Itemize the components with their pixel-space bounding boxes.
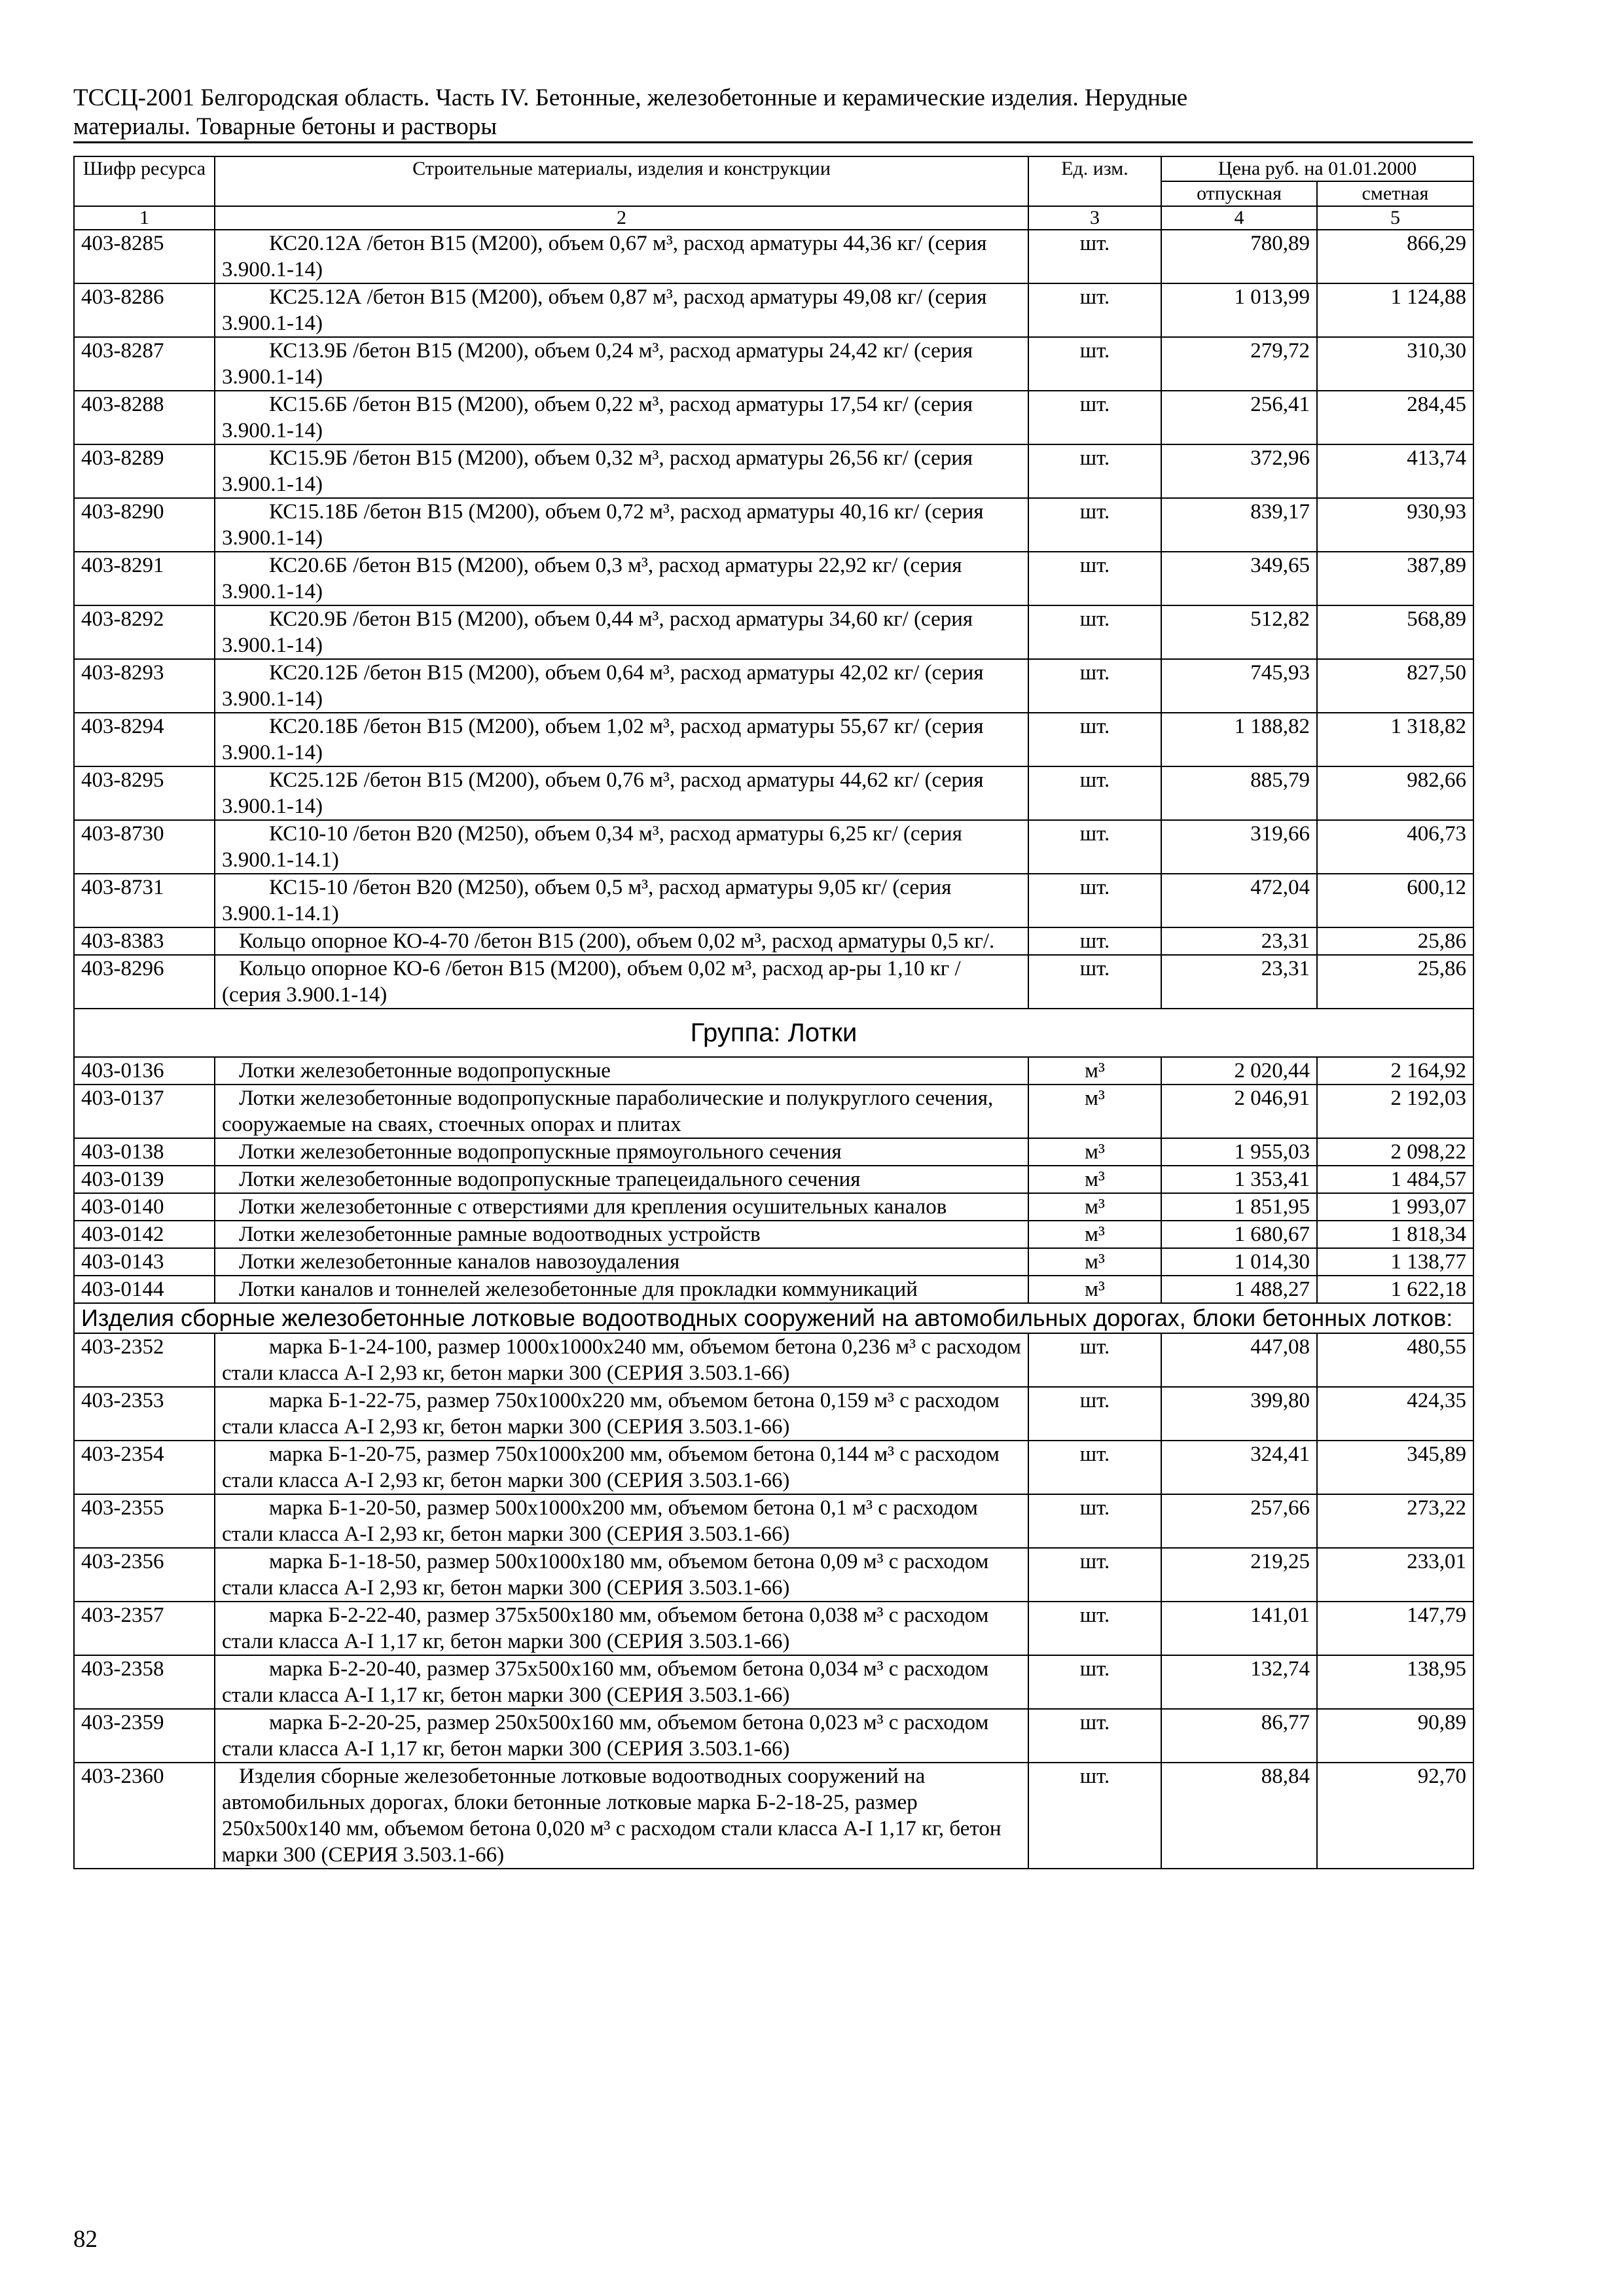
estimate-price: 147,79 bbox=[1317, 1602, 1473, 1655]
table-row bbox=[74, 820, 1473, 874]
table-row bbox=[74, 1441, 1473, 1494]
release-price: 885,79 bbox=[1161, 766, 1317, 820]
unit-of-measure: шт. bbox=[1028, 337, 1161, 391]
resource-code: 403-8296 bbox=[74, 955, 215, 1009]
release-price: 279,72 bbox=[1161, 337, 1317, 391]
item-description: Лотки железобетонные рамные водоотводных устройств bbox=[215, 1221, 1028, 1248]
group-section bbox=[74, 1009, 1473, 1057]
resource-code: 403-0140 bbox=[74, 1193, 215, 1221]
unit-of-measure: шт. bbox=[1028, 498, 1161, 552]
table-row bbox=[74, 283, 1473, 337]
release-price: 1 488,27 bbox=[1161, 1276, 1317, 1303]
column-number-row bbox=[74, 206, 1473, 230]
col-header-name: Строительные материалы, изделия и конструкции bbox=[215, 156, 1028, 206]
table-row bbox=[74, 1602, 1473, 1655]
estimate-price: 2 164,92 bbox=[1317, 1057, 1473, 1085]
release-price: 219,25 bbox=[1161, 1548, 1317, 1602]
resource-code: 403-2360 bbox=[74, 1763, 215, 1869]
estimate-price: 982,66 bbox=[1317, 766, 1473, 820]
item-description: марка Б-2-20-40, размер 375х500х160 мм, объемом бетона 0,034 м³ с расходом стали класса А-I 1,17 кг, бетон марки 300 (СЕРИЯ 3.503.1-66) bbox=[215, 1655, 1028, 1709]
unit-of-measure: шт. bbox=[1028, 283, 1161, 337]
resource-code: 403-8295 bbox=[74, 766, 215, 820]
item-description: марка Б-1-22-75, размер 750х1000х220 мм, объемом бетона 0,159 м³ с расходом стали класса А-I 2,93 кг, бетон марки 300 (СЕРИЯ 3.503.1-66) bbox=[215, 1387, 1028, 1441]
table-row bbox=[74, 1655, 1473, 1709]
resource-code: 403-0143 bbox=[74, 1248, 215, 1276]
release-price: 23,31 bbox=[1161, 955, 1317, 1009]
release-price: 745,93 bbox=[1161, 659, 1317, 713]
unit-of-measure: шт. bbox=[1028, 955, 1161, 1009]
release-price: 1 353,41 bbox=[1161, 1166, 1317, 1193]
column-number: 2 bbox=[215, 206, 1028, 230]
release-price: 141,01 bbox=[1161, 1602, 1317, 1655]
unit-of-measure: шт. bbox=[1028, 1655, 1161, 1709]
unit-of-measure: шт. bbox=[1028, 1333, 1161, 1387]
estimate-price: 387,89 bbox=[1317, 552, 1473, 605]
table-row bbox=[74, 874, 1473, 927]
resource-code: 403-8292 bbox=[74, 605, 215, 659]
release-price: 1 955,03 bbox=[1161, 1138, 1317, 1166]
table-row bbox=[74, 1276, 1473, 1303]
estimate-price: 2 192,03 bbox=[1317, 1085, 1473, 1138]
estimate-price: 92,70 bbox=[1317, 1763, 1473, 1869]
unit-of-measure: шт. bbox=[1028, 766, 1161, 820]
item-description: марка Б-2-20-25, размер 250х500х160 мм, объемом бетона 0,023 м³ с расходом стали класса А-I 1,17 кг, бетон марки 300 (СЕРИЯ 3.503.1-66) bbox=[215, 1709, 1028, 1763]
item-description: марка Б-1-24-100, размер 1000х1000х240 мм, объемом бетона 0,236 м³ с расходом стали класса А-I 2,93 кг, бетон марки 300 (СЕРИЯ 3.503.1-66) bbox=[215, 1333, 1028, 1387]
estimate-price: 1 993,07 bbox=[1317, 1193, 1473, 1221]
item-description: Кольцо опорное КО-4-70 /бетон В15 (200), объем 0,02 м³, расход арматуры 0,5 кг/. bbox=[215, 927, 1028, 955]
unit-of-measure: шт. bbox=[1028, 1441, 1161, 1494]
estimate-price: 406,73 bbox=[1317, 820, 1473, 874]
release-price: 256,41 bbox=[1161, 391, 1317, 444]
estimate-price: 413,74 bbox=[1317, 444, 1473, 498]
release-price: 2 046,91 bbox=[1161, 1085, 1317, 1138]
estimate-price: 310,30 bbox=[1317, 337, 1473, 391]
release-price: 839,17 bbox=[1161, 498, 1317, 552]
unit-of-measure: шт. bbox=[1028, 713, 1161, 766]
resource-code: 403-2352 bbox=[74, 1333, 215, 1387]
trays-section bbox=[74, 1057, 1473, 1303]
table-row bbox=[74, 1333, 1473, 1387]
release-price: 132,74 bbox=[1161, 1655, 1317, 1709]
estimate-price: 1 318,82 bbox=[1317, 713, 1473, 766]
col-header-price: Цена руб. на 01.01.2000 bbox=[1161, 156, 1473, 181]
table-row bbox=[74, 1548, 1473, 1602]
table-row bbox=[74, 927, 1473, 955]
column-number: 1 bbox=[74, 206, 215, 230]
resource-code: 403-8288 bbox=[74, 391, 215, 444]
unit-of-measure: м³ bbox=[1028, 1166, 1161, 1193]
resource-code: 403-0137 bbox=[74, 1085, 215, 1138]
release-price: 349,65 bbox=[1161, 552, 1317, 605]
unit-of-measure: шт. bbox=[1028, 444, 1161, 498]
item-description: марка Б-1-18-50, размер 500х1000х180 мм, объемом бетона 0,09 м³ с расходом стали класса А-I 2,93 кг, бетон марки 300 (СЕРИЯ 3.503.1-66) bbox=[215, 1548, 1028, 1602]
item-description: КС10-10 /бетон В20 (М250), объем 0,34 м³, расход арматуры 6,25 кг/ (серия 3.900.1-14.1) bbox=[215, 820, 1028, 874]
estimate-price: 345,89 bbox=[1317, 1441, 1473, 1494]
release-price: 447,08 bbox=[1161, 1333, 1317, 1387]
table-row bbox=[74, 1085, 1473, 1138]
col-header-code: Шифр ресурса bbox=[74, 156, 215, 206]
table-row bbox=[74, 766, 1473, 820]
item-description: КС25.12Б /бетон В15 (М200), объем 0,76 м³, расход арматуры 44,62 кг/ (серия 3.900.1-14) bbox=[215, 766, 1028, 820]
table-row bbox=[74, 1057, 1473, 1085]
unit-of-measure: шт. bbox=[1028, 1548, 1161, 1602]
resource-code: 403-2358 bbox=[74, 1655, 215, 1709]
column-number: 4 bbox=[1161, 206, 1317, 230]
item-description: марка Б-2-22-40, размер 375х500х180 мм, объемом бетона 0,038 м³ с расходом стали класса А-I 1,17 кг, бетон марки 300 (СЕРИЯ 3.503.1-66) bbox=[215, 1602, 1028, 1655]
item-description: КС20.6Б /бетон В15 (М200), объем 0,3 м³, расход арматуры 22,92 кг/ (серия 3.900.1-14) bbox=[215, 552, 1028, 605]
resource-code: 403-8285 bbox=[74, 230, 215, 283]
item-description: марка Б-1-20-50, размер 500х1000х200 мм, объемом бетона 0,1 м³ с расходом стали класса А-I 2,93 кг, бетон марки 300 (СЕРИЯ 3.503.1-66) bbox=[215, 1494, 1028, 1548]
release-price: 780,89 bbox=[1161, 230, 1317, 283]
estimate-price: 866,29 bbox=[1317, 230, 1473, 283]
table-row bbox=[74, 1166, 1473, 1193]
table-row bbox=[74, 1138, 1473, 1166]
col-header-release-price: отпускная bbox=[1161, 181, 1317, 206]
release-price: 399,80 bbox=[1161, 1387, 1317, 1441]
estimate-price: 568,89 bbox=[1317, 605, 1473, 659]
resource-code: 403-8287 bbox=[74, 337, 215, 391]
item-description: Изделия сборные железобетонные лотковые водоотводных сооружений на автомобильных дорогах, блоки бетонные лотковые марка Б-2-18-25, размер 250х500х140 мм, объемом бетона 0,020 м³ с расходом стали класса А-I 1,17 кг, бетон марки 300 (СЕРИЯ 3.503.1-66) bbox=[215, 1763, 1028, 1869]
wells-section bbox=[74, 230, 1473, 1009]
table-row bbox=[74, 1494, 1473, 1548]
resource-code: 403-0138 bbox=[74, 1138, 215, 1166]
estimate-price: 1 484,57 bbox=[1317, 1166, 1473, 1193]
group-title: Группа: Лотки bbox=[74, 1009, 1473, 1057]
release-price: 86,77 bbox=[1161, 1709, 1317, 1763]
resource-code: 403-8290 bbox=[74, 498, 215, 552]
resource-code: 403-8291 bbox=[74, 552, 215, 605]
item-description: КС15.6Б /бетон В15 (М200), объем 0,22 м³, расход арматуры 17,54 кг/ (серия 3.900.1-14) bbox=[215, 391, 1028, 444]
column-number: 5 bbox=[1317, 206, 1473, 230]
price-table bbox=[73, 156, 1474, 1869]
item-description: КС15.18Б /бетон В15 (М200), объем 0,72 м³, расход арматуры 40,16 кг/ (серия 3.900.1-14) bbox=[215, 498, 1028, 552]
unit-of-measure: м³ bbox=[1028, 1193, 1161, 1221]
resource-code: 403-8383 bbox=[74, 927, 215, 955]
estimate-price: 233,01 bbox=[1317, 1548, 1473, 1602]
release-price: 1 680,67 bbox=[1161, 1221, 1317, 1248]
unit-of-measure: м³ bbox=[1028, 1248, 1161, 1276]
item-description: Лотки железобетонные каналов навозоудаления bbox=[215, 1248, 1028, 1276]
estimate-price: 827,50 bbox=[1317, 659, 1473, 713]
unit-of-measure: шт. bbox=[1028, 820, 1161, 874]
table-row bbox=[74, 605, 1473, 659]
release-price: 257,66 bbox=[1161, 1494, 1317, 1548]
item-description: Лотки железобетонные водопропускные прямоугольного сечения bbox=[215, 1138, 1028, 1166]
subgroup-section bbox=[74, 1303, 1473, 1333]
page-header bbox=[73, 84, 1473, 143]
item-description: Лотки железобетонные водопропускные bbox=[215, 1057, 1028, 1085]
resource-code: 403-8731 bbox=[74, 874, 215, 927]
resource-code: 403-8293 bbox=[74, 659, 215, 713]
unit-of-measure: м³ bbox=[1028, 1085, 1161, 1138]
item-description: марка Б-1-20-75, размер 750х1000х200 мм, объемом бетона 0,144 м³ с расходом стали класса А-I 2,93 кг, бетон марки 300 (СЕРИЯ 3.503.1-66) bbox=[215, 1441, 1028, 1494]
release-price: 324,41 bbox=[1161, 1441, 1317, 1494]
unit-of-measure: м³ bbox=[1028, 1221, 1161, 1248]
resource-code: 403-0144 bbox=[74, 1276, 215, 1303]
estimate-price: 25,86 bbox=[1317, 955, 1473, 1009]
item-description: КС25.12А /бетон В15 (М200), объем 0,87 м³, расход арматуры 49,08 кг/ (серия 3.900.1-14) bbox=[215, 283, 1028, 337]
table-row bbox=[74, 713, 1473, 766]
unit-of-measure: шт. bbox=[1028, 391, 1161, 444]
unit-of-measure: м³ bbox=[1028, 1057, 1161, 1085]
resource-code: 403-2359 bbox=[74, 1709, 215, 1763]
estimate-price: 2 098,22 bbox=[1317, 1138, 1473, 1166]
unit-of-measure: шт. bbox=[1028, 1709, 1161, 1763]
col-header-estimate-price: сметная bbox=[1317, 181, 1473, 206]
release-price: 472,04 bbox=[1161, 874, 1317, 927]
item-description: КС15-10 /бетон В20 (М250), объем 0,5 м³, расход арматуры 9,05 кг/ (серия 3.900.1-14.1) bbox=[215, 874, 1028, 927]
estimate-price: 1 138,77 bbox=[1317, 1248, 1473, 1276]
resource-code: 403-8289 bbox=[74, 444, 215, 498]
estimate-price: 138,95 bbox=[1317, 1655, 1473, 1709]
table-row bbox=[74, 391, 1473, 444]
unit-of-measure: шт. bbox=[1028, 659, 1161, 713]
table-row bbox=[74, 230, 1473, 283]
table-row bbox=[74, 955, 1473, 1009]
item-description: Лотки каналов и тоннелей железобетонные для прокладки коммуникаций bbox=[215, 1276, 1028, 1303]
item-description: КС20.12А /бетон В15 (М200), объем 0,67 м³, расход арматуры 44,36 кг/ (серия 3.900.1-14) bbox=[215, 230, 1028, 283]
estimate-price: 273,22 bbox=[1317, 1494, 1473, 1548]
resource-code: 403-0136 bbox=[74, 1057, 215, 1085]
estimate-price: 1 818,34 bbox=[1317, 1221, 1473, 1248]
unit-of-measure: шт. bbox=[1028, 230, 1161, 283]
item-description: Лотки железобетонные водопропускные трапецеидального сечения bbox=[215, 1166, 1028, 1193]
resource-code: 403-2353 bbox=[74, 1387, 215, 1441]
estimate-price: 930,93 bbox=[1317, 498, 1473, 552]
resource-code: 403-2357 bbox=[74, 1602, 215, 1655]
unit-of-measure: шт. bbox=[1028, 1602, 1161, 1655]
release-price: 1 013,99 bbox=[1161, 283, 1317, 337]
estimate-price: 424,35 bbox=[1317, 1387, 1473, 1441]
resource-code: 403-8294 bbox=[74, 713, 215, 766]
resource-code: 403-2355 bbox=[74, 1494, 215, 1548]
item-description: Лотки железобетонные водопропускные параболические и полукруглого сечения, сооружаемые на сваях, стоечных опорах и плитах bbox=[215, 1085, 1028, 1138]
page-number: 82 bbox=[73, 2226, 98, 2253]
estimate-price: 1 622,18 bbox=[1317, 1276, 1473, 1303]
release-price: 2 020,44 bbox=[1161, 1057, 1317, 1085]
estimate-price: 600,12 bbox=[1317, 874, 1473, 927]
item-description: КС13.9Б /бетон В15 (М200), объем 0,24 м³, расход арматуры 24,42 кг/ (серия 3.900.1-14) bbox=[215, 337, 1028, 391]
unit-of-measure: шт. bbox=[1028, 927, 1161, 955]
resource-code: 403-0139 bbox=[74, 1166, 215, 1193]
col-header-unit: Ед. изм. bbox=[1028, 156, 1161, 206]
resource-code: 403-2356 bbox=[74, 1548, 215, 1602]
item-description: Кольцо опорное КО-6 /бетон В15 (М200), объем 0,02 м³, расход ар-ры 1,10 кг / (серия 3.900.1-14) bbox=[215, 955, 1028, 1009]
unit-of-measure: шт. bbox=[1028, 874, 1161, 927]
unit-of-measure: шт. bbox=[1028, 605, 1161, 659]
table-row bbox=[74, 1387, 1473, 1441]
tray-blocks-section bbox=[74, 1333, 1473, 1869]
release-price: 88,84 bbox=[1161, 1763, 1317, 1869]
unit-of-measure: м³ bbox=[1028, 1276, 1161, 1303]
release-price: 512,82 bbox=[1161, 605, 1317, 659]
resource-code: 403-8730 bbox=[74, 820, 215, 874]
table-row bbox=[74, 1709, 1473, 1763]
column-number: 3 bbox=[1028, 206, 1161, 230]
resource-code: 403-8286 bbox=[74, 283, 215, 337]
subgroup-title: Изделия сборные железобетонные лотковые водоотводных сооружений на автомобильных дорогах, блоки бетонных лотков: bbox=[74, 1303, 1473, 1333]
resource-code: 403-2354 bbox=[74, 1441, 215, 1494]
table-row bbox=[74, 1193, 1473, 1221]
item-description: КС15.9Б /бетон В15 (М200), объем 0,32 м³, расход арматуры 26,56 кг/ (серия 3.900.1-14) bbox=[215, 444, 1028, 498]
unit-of-measure: шт. bbox=[1028, 1763, 1161, 1869]
unit-of-measure: м³ bbox=[1028, 1138, 1161, 1166]
table-row bbox=[74, 659, 1473, 713]
table-row bbox=[74, 1763, 1473, 1869]
item-description: Лотки железобетонные с отверстиями для крепления осушительных каналов bbox=[215, 1193, 1028, 1221]
table-row bbox=[74, 444, 1473, 498]
estimate-price: 1 124,88 bbox=[1317, 283, 1473, 337]
estimate-price: 90,89 bbox=[1317, 1709, 1473, 1763]
header-line-1: ТССЦ-2001 Белгородская область. Часть IV. Бетонные, железобетонные и керамические изделия. Нерудные bbox=[73, 84, 1188, 111]
table-row bbox=[74, 1221, 1473, 1248]
table-row bbox=[74, 552, 1473, 605]
unit-of-measure: шт. bbox=[1028, 552, 1161, 605]
table-row bbox=[74, 337, 1473, 391]
estimate-price: 25,86 bbox=[1317, 927, 1473, 955]
unit-of-measure: шт. bbox=[1028, 1387, 1161, 1441]
release-price: 1 014,30 bbox=[1161, 1248, 1317, 1276]
estimate-price: 480,55 bbox=[1317, 1333, 1473, 1387]
estimate-price: 284,45 bbox=[1317, 391, 1473, 444]
table-row bbox=[74, 1248, 1473, 1276]
release-price: 319,66 bbox=[1161, 820, 1317, 874]
resource-code: 403-0142 bbox=[74, 1221, 215, 1248]
release-price: 372,96 bbox=[1161, 444, 1317, 498]
header-line-2: материалы. Товарные бетоны и растворы bbox=[73, 113, 497, 140]
item-description: КС20.18Б /бетон В15 (М200), объем 1,02 м³, расход арматуры 55,67 кг/ (серия 3.900.1-14) bbox=[215, 713, 1028, 766]
item-description: КС20.12Б /бетон В15 (М200), объем 0,64 м³, расход арматуры 42,02 кг/ (серия 3.900.1-14) bbox=[215, 659, 1028, 713]
item-description: КС20.9Б /бетон В15 (М200), объем 0,44 м³, расход арматуры 34,60 кг/ (серия 3.900.1-14) bbox=[215, 605, 1028, 659]
release-price: 1 188,82 bbox=[1161, 713, 1317, 766]
table-row bbox=[74, 498, 1473, 552]
unit-of-measure: шт. bbox=[1028, 1494, 1161, 1548]
release-price: 1 851,95 bbox=[1161, 1193, 1317, 1221]
release-price: 23,31 bbox=[1161, 927, 1317, 955]
